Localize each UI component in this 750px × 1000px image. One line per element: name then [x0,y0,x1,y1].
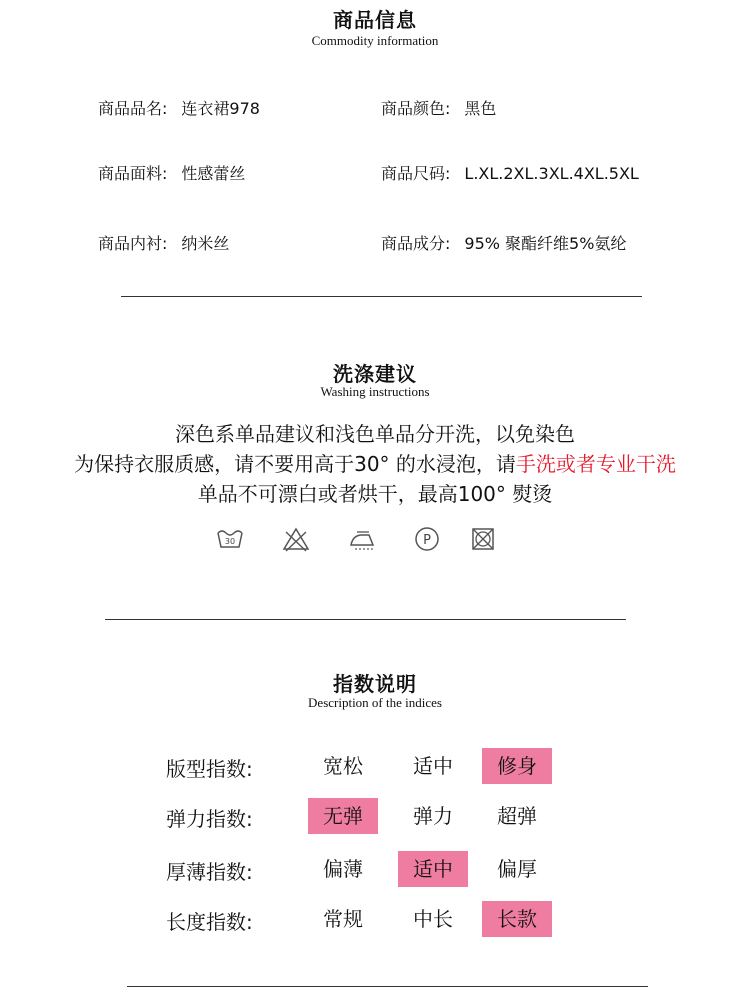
info-label: 商品成分: [381,234,451,253]
info-value: 性感蕾丝 [181,164,246,183]
wash-temp-label: 30 [224,537,236,546]
index-option: 常规 [323,907,363,931]
index-option: 偏厚 [497,857,537,881]
info-fabric [98,161,245,184]
divider [105,619,626,620]
indices-title: 指数说明 [333,672,417,696]
info-value: 纳米丝 [181,234,230,253]
washing-line-3: 单品不可漂白或者烘干，最高100° 熨烫 [197,482,553,506]
info-label: 商品尺码: [381,164,451,183]
info-label: 商品颜色: [381,99,451,118]
index-option: 中长 [413,907,453,931]
wash-30-icon [215,524,245,554]
info-size [381,161,639,184]
washing-title: 洗涤建议 [333,362,417,386]
index-option: 超弹 [497,804,537,828]
no-tumble-dry-icon [468,524,498,554]
info-composition [381,231,626,254]
index-option-selected: 无弹 [308,798,378,834]
info-color [381,96,496,119]
washing-line-1: 深色系单品建议和浅色单品分开洗，以免染色 [175,422,575,446]
divider [121,296,642,297]
index-option-selected: 长款 [482,901,552,937]
care-icons [0,524,750,554]
no-bleach-icon [281,524,311,554]
index-label: 长度指数: [166,910,253,934]
index-option: 弹力 [413,804,453,828]
index-option-selected: 适中 [398,851,468,887]
index-option-selected: 修身 [482,748,552,784]
index-label: 厚薄指数: [166,860,253,884]
commodity-subtitle: Commodity information [311,33,439,48]
indices-subtitle: Description of the indices [308,695,442,710]
divider [127,986,648,987]
washing-highlight: 手洗或者专业干洗 [515,452,676,476]
washing-subtitle: Washing instructions [320,384,430,399]
washing-line-2 [0,448,750,477]
index-option: 适中 [413,754,453,778]
info-value: 黑色 [464,99,497,118]
commodity-title: 商品信息 [333,8,417,32]
iron-icon [347,524,377,554]
index-option: 宽松 [323,754,363,778]
index-label: 版型指数: [166,757,253,781]
info-lining [98,231,229,254]
index-option: 偏薄 [323,857,363,881]
info-label: 商品面料: [98,164,168,183]
dry-clean-p-icon [412,524,442,554]
info-value: 连衣裙978 [181,99,260,118]
dry-clean-letter: P [423,533,431,548]
info-value: 95% 聚酯纤维5%氨纶 [464,234,627,253]
info-label: 商品内衬: [98,234,168,253]
info-value: L.XL.2XL.3XL.4XL.5XL [464,164,639,183]
washing-line-2-text: 为保持衣服质感，请不要用高于30° 的水浸泡，请 [74,452,516,476]
index-label: 弹力指数: [166,807,253,831]
info-name [98,96,260,119]
info-label: 商品品名: [98,99,168,118]
